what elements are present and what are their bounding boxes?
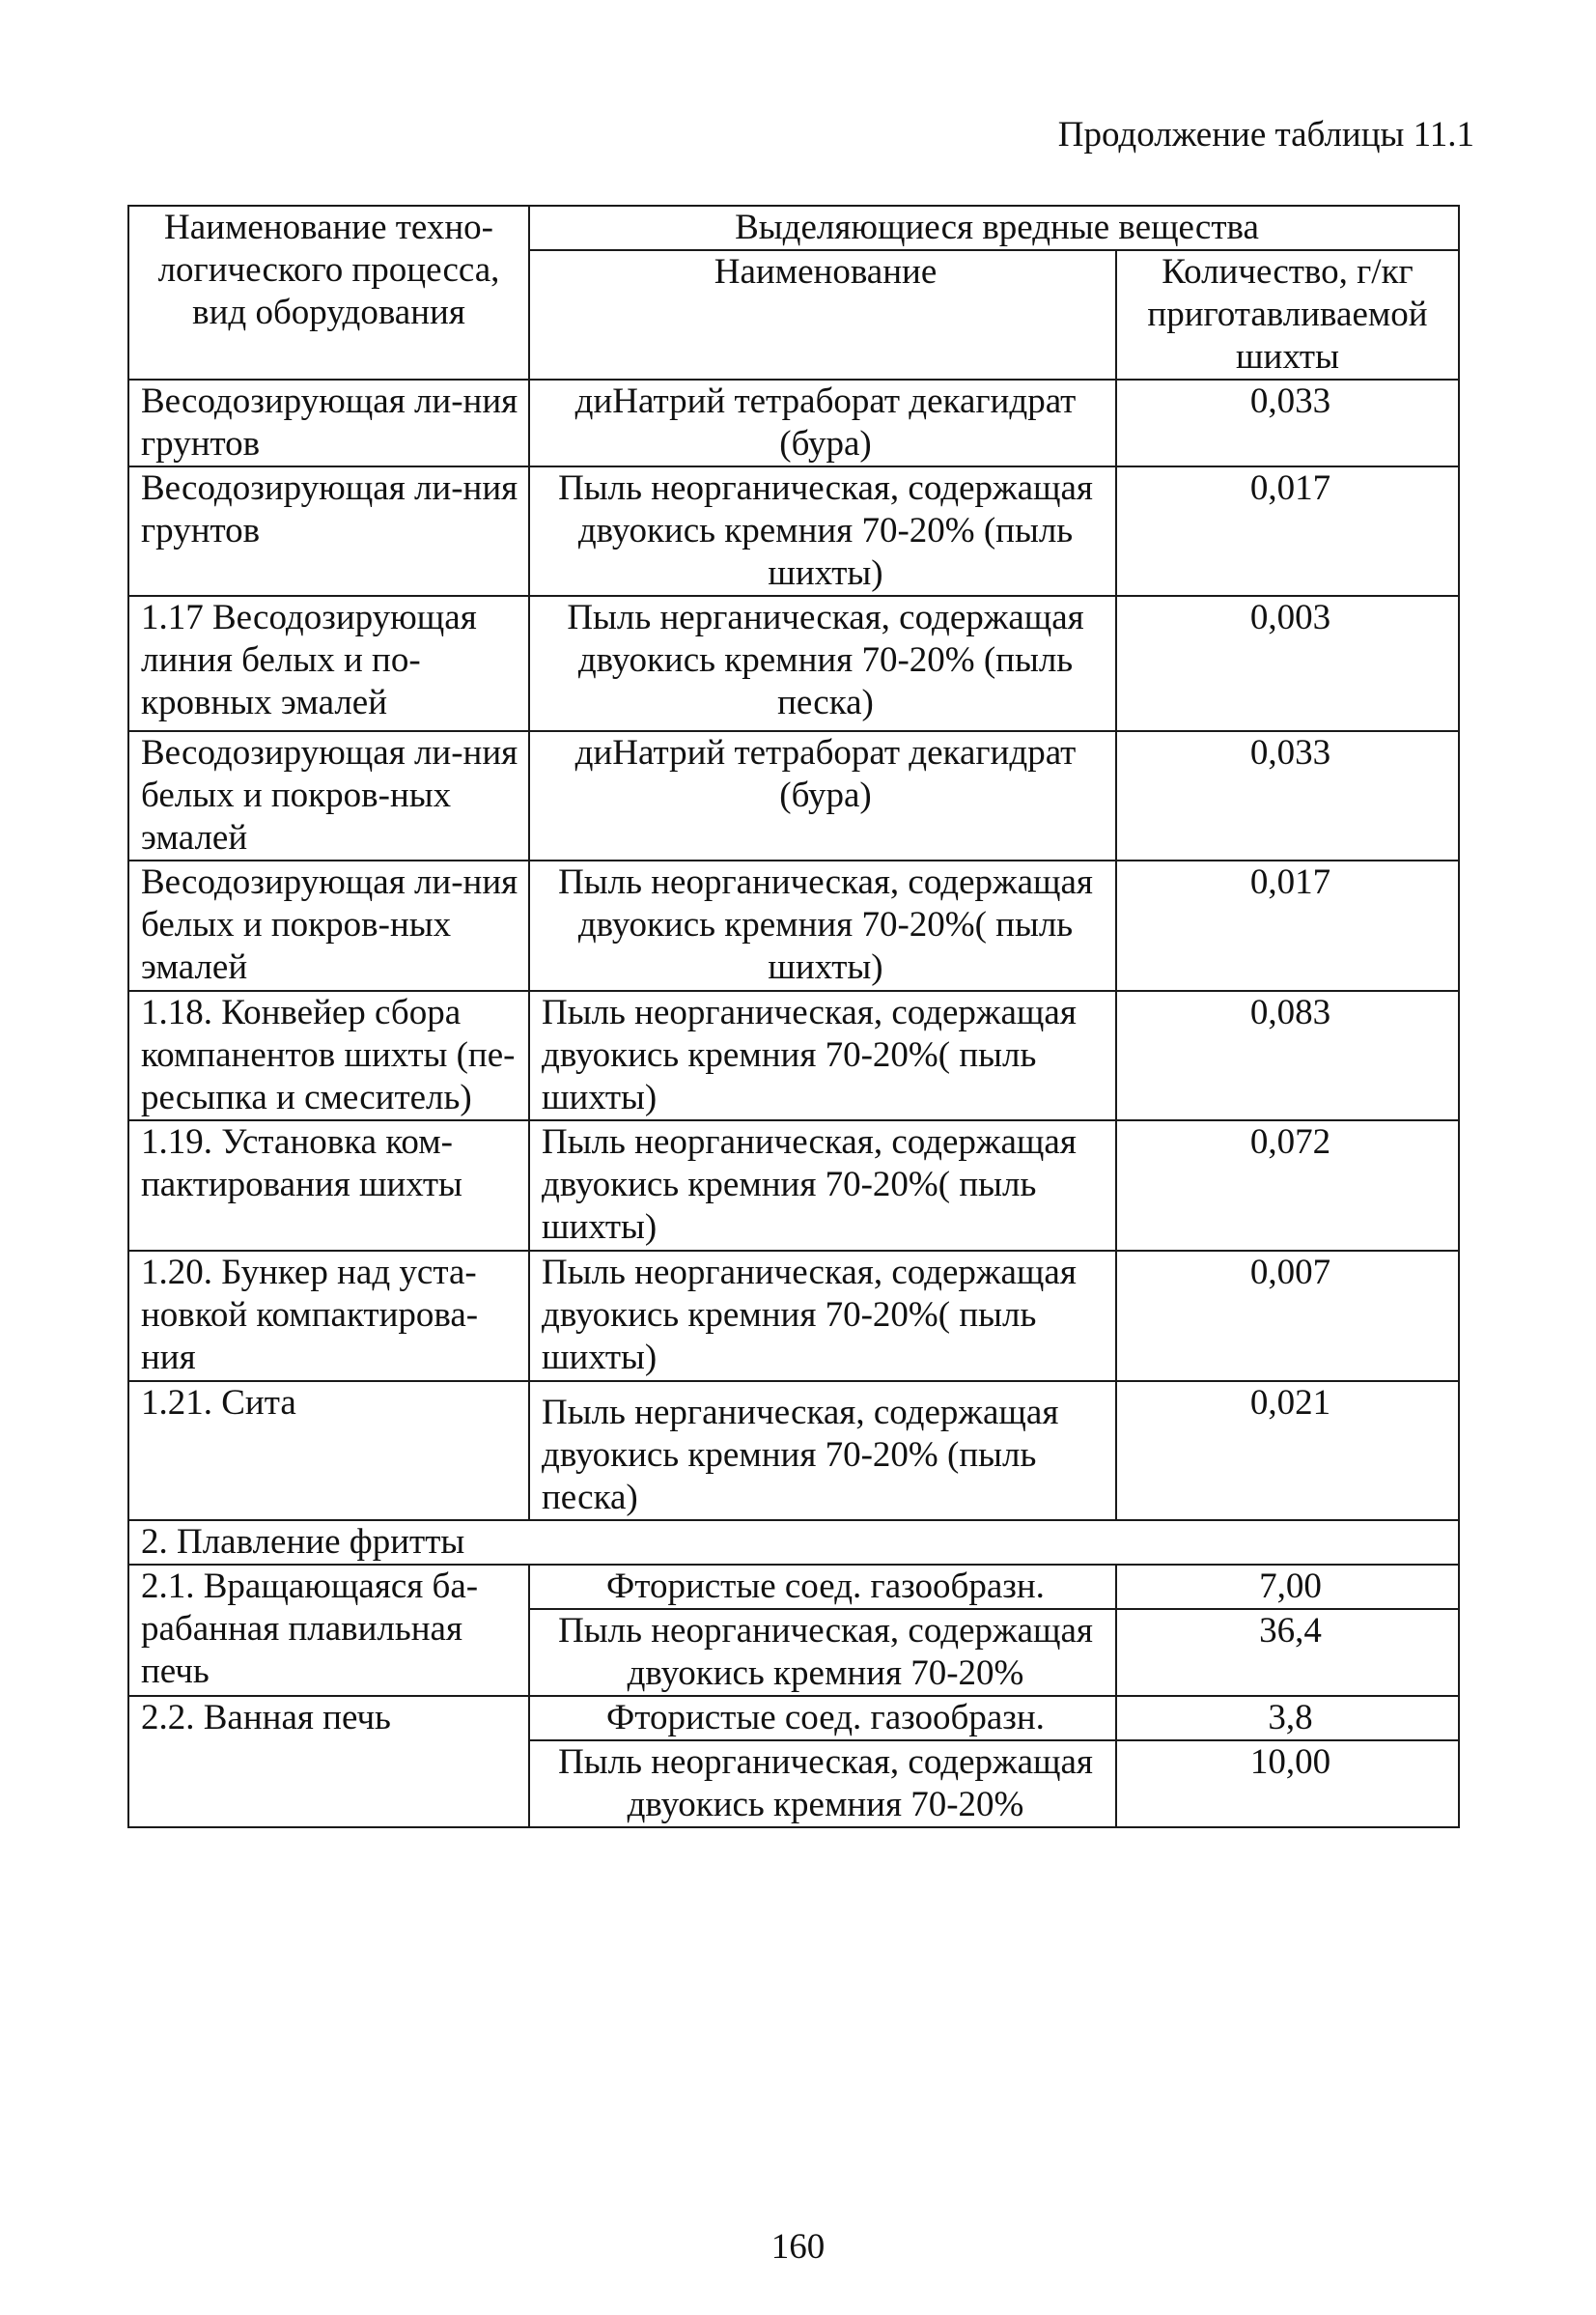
amount-cell: 0,021 <box>1116 1381 1459 1520</box>
substance-cell: диНатрий тетраборат декагидрат (бура) <box>529 731 1116 861</box>
table-row <box>128 596 1459 731</box>
process-cell: 2.2. Ванная печь <box>128 1696 529 1827</box>
amount-cell: 0,007 <box>1116 1251 1459 1381</box>
process-cell: 1.21. Сита <box>128 1381 529 1520</box>
substance-cell: Пыль неорганическая, содержащая двуокись кремния 70-20%( пыль шихты) <box>529 861 1116 991</box>
amount-cell: 0,017 <box>1116 861 1459 991</box>
process-cell: Весодозирующая ли-ния белых и покров-ных эмалей <box>128 861 529 991</box>
emissions-table <box>127 205 1460 1828</box>
substance-cell: Пыль неорганическая, содержащая двуокись кремния 70-20%( пыль шихты) <box>529 991 1116 1120</box>
amount-cell: 0,083 <box>1116 991 1459 1120</box>
header-amount: Количество, г/кг приготавливаемой шихты <box>1116 250 1459 380</box>
header-process: Наименование техно-логического процесса, вид оборудования <box>128 206 529 380</box>
page-number: 160 <box>770 2227 826 2267</box>
amount-cell: 0,033 <box>1116 731 1459 861</box>
amount-cell: 0,072 <box>1116 1120 1459 1251</box>
substance-cell: диНатрий тетраборат декагидрат (бура) <box>529 380 1116 466</box>
table-row <box>128 1120 1459 1251</box>
substance-cell: Фтористые соед. газообразн. <box>529 1565 1116 1609</box>
amount-cell: 0,003 <box>1116 596 1459 731</box>
amount-cell: 36,4 <box>1116 1609 1459 1696</box>
header-group: Выделяющиеся вредные вещества <box>529 206 1459 250</box>
section-row <box>128 1520 1459 1565</box>
process-cell: 1.17 Весодозирующая линия белых и по-кровных эмалей <box>128 596 529 731</box>
amount-cell: 3,8 <box>1116 1696 1459 1740</box>
process-cell: 1.20. Бункер над уста-новкой компактирова-ния <box>128 1251 529 1381</box>
table-row <box>128 1696 1459 1740</box>
table-caption: Продолжение таблицы 11.1 <box>1057 115 1474 155</box>
process-cell: 1.19. Установка ком-пактирования шихты <box>128 1120 529 1251</box>
amount-cell: 0,017 <box>1116 466 1459 596</box>
amount-cell: 7,00 <box>1116 1565 1459 1609</box>
process-cell: 2.1. Вращающаяся ба-рабанная плавильная печь <box>128 1565 529 1696</box>
table-row <box>128 731 1459 861</box>
table-row <box>128 466 1459 596</box>
table-row <box>128 1251 1459 1381</box>
table-row <box>128 1565 1459 1609</box>
header-substance-name: Наименование <box>529 250 1116 380</box>
amount-cell: 0,033 <box>1116 380 1459 466</box>
substance-cell: Пыль нерганическая, содержащая двуокись кремния 70-20% (пыль песка) <box>529 596 1116 731</box>
amount-cell: 10,00 <box>1116 1740 1459 1827</box>
substance-cell: Пыль неорганическая, содержащая двуокись кремния 70-20% <box>529 1609 1116 1696</box>
table-row <box>128 861 1459 991</box>
substance-cell: Пыль неорганическая, содержащая двуокись кремния 70-20%( пыль шихты) <box>529 1251 1116 1381</box>
table-row <box>128 991 1459 1120</box>
section-title: 2. Плавление фритты <box>128 1520 1459 1565</box>
process-cell: Весодозирующая ли-ния белых и покров-ных эмалей <box>128 731 529 861</box>
substance-cell: Фтористые соед. газообразн. <box>529 1696 1116 1740</box>
substance-cell: Пыль неорганическая, содержащая двуокись кремния 70-20%( пыль шихты) <box>529 1120 1116 1251</box>
process-cell: Весодозирующая ли-ния грунтов <box>128 466 529 596</box>
table-row <box>128 380 1459 466</box>
process-cell: 1.18. Конвейер сбора компанентов шихты (пе-ресыпка и смеситель) <box>128 991 529 1120</box>
substance-cell: Пыль неорганическая, содержащая двуокись кремния 70-20% <box>529 1740 1116 1827</box>
table-row <box>128 1381 1459 1520</box>
substance-cell: Пыль нерганическая, содержащая двуокись кремния 70-20% (пыль песка) <box>529 1381 1116 1520</box>
substance-cell: Пыль неорганическая, содержащая двуокись кремния 70-20% (пыль шихты) <box>529 466 1116 596</box>
process-cell: Весодозирующая ли-ния грунтов <box>128 380 529 466</box>
